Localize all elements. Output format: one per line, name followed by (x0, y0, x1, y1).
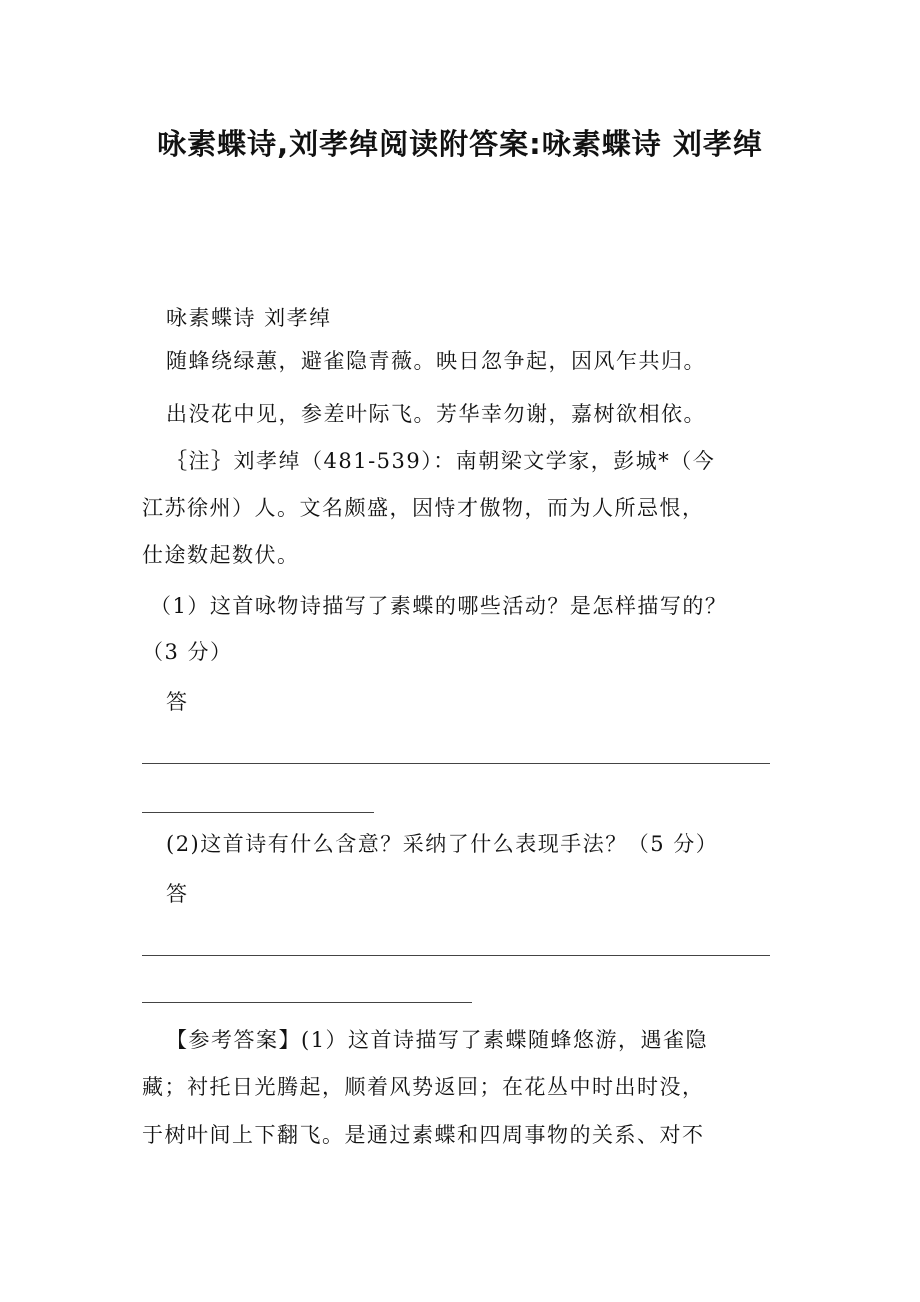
question-1-line-2: （3 分） (142, 640, 233, 664)
answer-blank-line-3 (142, 955, 770, 956)
answer-blank-line-2 (142, 812, 374, 813)
answer-label-1: 答 (166, 690, 189, 714)
reference-answer-line-1: 【参考答案】(1）这首诗描写了素蝶随蜂悠游，遇雀隐 (166, 1028, 709, 1052)
question-2: (2)这首诗有什么含意？采纳了什么表现手法？（5 分） (166, 832, 719, 856)
answer-blank-line-4 (142, 1002, 472, 1003)
answer-blank-line-1 (142, 763, 770, 764)
poem-line-2: 出没花中见，参差叶际飞。芳华幸勿谢，嘉树欲相依。 (166, 402, 706, 426)
answer-label-2: 答 (166, 882, 189, 906)
reference-answer-line-3: 于树叶间上下翻飞。是通过素蝶和四周事物的关系、对不 (142, 1123, 705, 1147)
question-1-line-1: （1）这首咏物诗描写了素蝶的哪些活动？是怎样描写的？ (150, 594, 728, 618)
document-title: 咏素蝶诗,刘孝绰阅读附答案:咏素蝶诗 刘孝绰 (157, 127, 763, 161)
note-line-2: 江苏徐州）人。文名颇盛，因恃才傲物，而为人所忌恨， (142, 496, 705, 520)
note-line-1: ｛注｝刘孝绰（481-539）：南朝梁文学家，彭城*（今 (166, 449, 716, 473)
poem-heading: 咏素蝶诗 刘孝绰 (166, 306, 332, 330)
poem-line-1: 随蜂绕绿蕙，避雀隐青薇。映日忽争起，因风乍共归。 (166, 349, 706, 373)
note-line-3: 仕途数起数伏。 (142, 543, 300, 567)
reference-answer-line-2: 藏；衬托日光腾起，顺着风势返回；在花丛中时出时没， (142, 1075, 705, 1099)
